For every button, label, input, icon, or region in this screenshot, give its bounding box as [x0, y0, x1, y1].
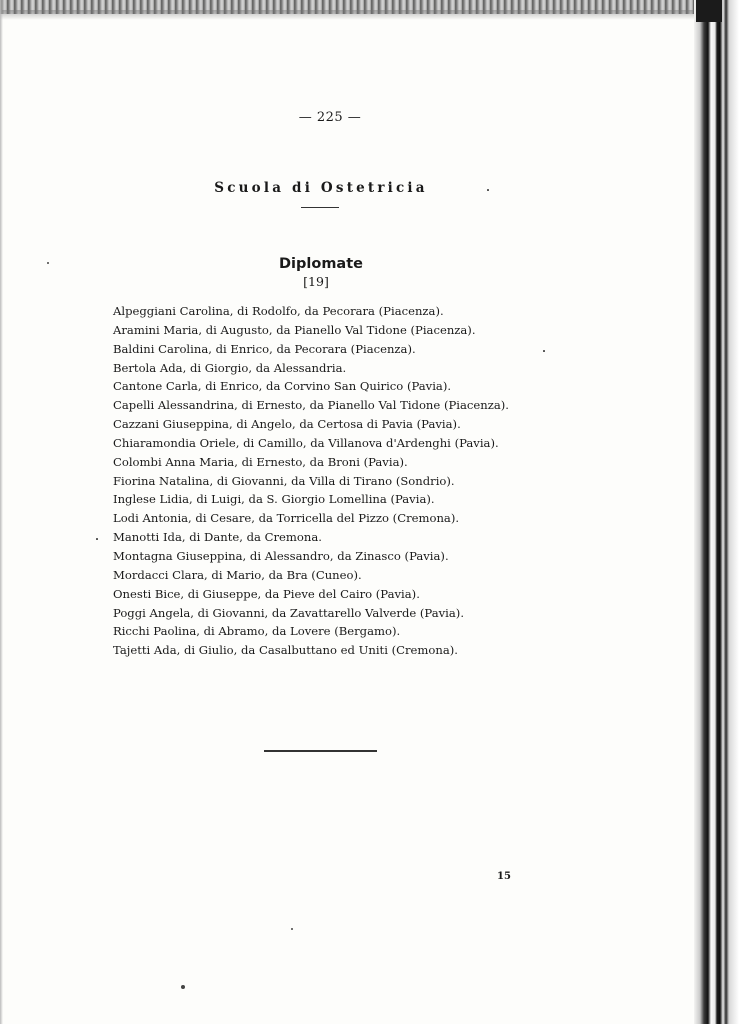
list-item: Manotti Ida, di Dante, da Cremona.	[113, 530, 322, 545]
list-item: Onesti Bice, di Giuseppe, da Pieve del Cairo (Pavia).	[113, 586, 420, 601]
list-item: Baldini Carolina, di Enrico, da Pecorara (Piacenza).	[113, 341, 416, 356]
signature-mark: 15	[497, 871, 511, 882]
list-item: Lodi Antonia, di Cesare, da Torricella del Pizzo (Cremona).	[113, 511, 460, 526]
scan-speck	[291, 928, 293, 930]
page-number: — 225 —	[298, 110, 362, 125]
list-heading: Diplomate	[279, 256, 363, 272]
list-item: Tajetti Ada, di Giulio, da Casalbuttano ed Uniti (Cremona).	[113, 643, 458, 658]
title-divider	[301, 207, 339, 208]
list-item: Capelli Alessandrina, di Ernesto, da Pianello Val Tidone (Piacenza).	[113, 398, 509, 413]
book-spine-edge	[694, 0, 739, 1024]
list-item: Mordacci Clara, di Mario, da Bra (Cuneo).	[113, 567, 362, 582]
list-item: Bertola Ada, di Giorgio, da Alessandria.	[113, 360, 347, 375]
scan-edge-left	[0, 0, 3, 1024]
graduate-list	[113, 302, 509, 660]
book-spine-corner	[696, 0, 722, 22]
section-title: Scuola di Ostetricia	[214, 180, 428, 196]
list-item: Colombi Anna Maria, di Ernesto, da Broni (Pavia).	[113, 454, 408, 469]
list-count: [19]	[303, 274, 329, 289]
scan-speck	[543, 350, 545, 352]
scan-speck	[181, 985, 185, 989]
list-item: Chiaramondia Oriele, di Camillo, da Villanova d'Ardenghi (Pavia).	[113, 435, 499, 450]
list-item: Cazzani Giuseppina, di Angelo, da Certosa di Pavia (Pavia).	[113, 417, 461, 432]
scan-speck	[47, 262, 49, 264]
list-item: Fiorina Natalina, di Giovanni, da Villa di Tirano (Sondrio).	[113, 473, 455, 488]
list-item: Cantone Carla, di Enrico, da Corvino San Quirico (Pavia).	[113, 379, 452, 394]
scan-speck	[487, 189, 489, 191]
list-item: Inglese Lidia, di Luigi, da S. Giorgio Lomellina (Pavia).	[113, 492, 435, 507]
list-item: Poggi Angela, di Giovanni, da Zavattarello Valverde (Pavia).	[113, 605, 465, 620]
end-divider	[264, 750, 377, 752]
scan-edge-shadow	[0, 10, 700, 20]
list-item: Ricchi Paolina, di Abramo, da Lovere (Bergamo).	[113, 624, 401, 639]
list-item: Alpeggiani Carolina, di Rodolfo, da Pecorara (Piacenza).	[113, 304, 444, 318]
scan-speck	[96, 538, 98, 540]
list-item: Montagna Giuseppina, di Alessandro, da Zinasco (Pavia).	[113, 548, 449, 563]
list-item: Aramini Maria, di Augusto, da Pianello Val Tidone (Piacenza).	[113, 322, 476, 337]
